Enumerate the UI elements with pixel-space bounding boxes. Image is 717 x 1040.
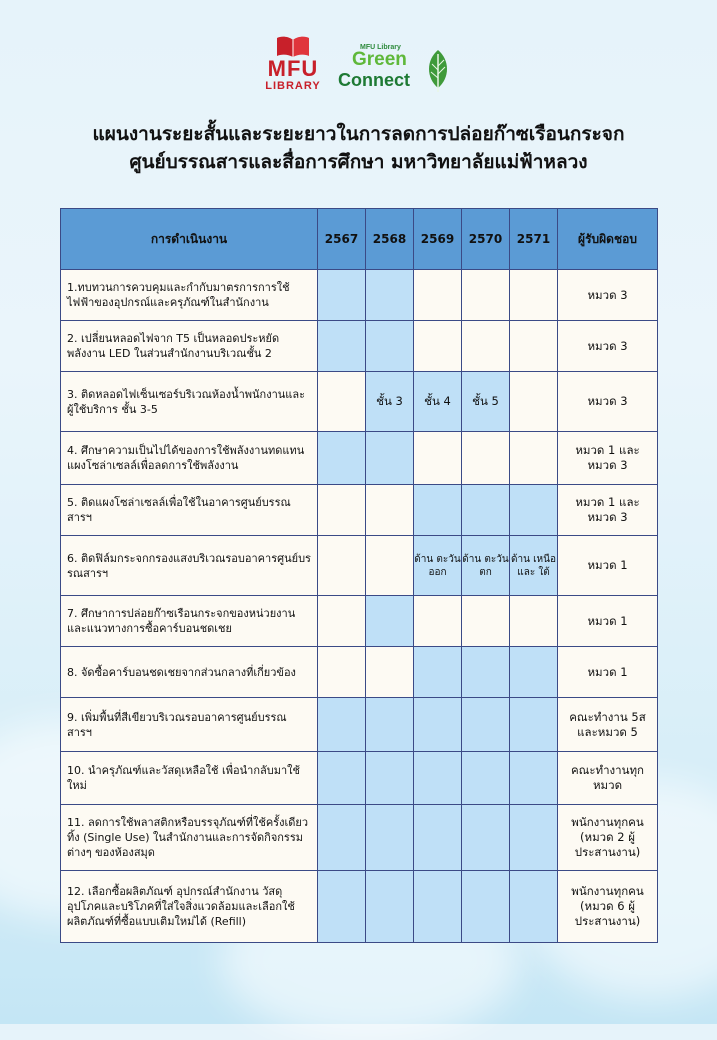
- mfu-library-logo: [262, 36, 324, 92]
- table-row: [61, 752, 658, 805]
- year-cell: [414, 647, 462, 698]
- header-year: 2569: [414, 209, 462, 270]
- year-cell: [414, 432, 462, 485]
- action-cell: 5. ติดแผงโซล่าเซลล์เพื่อใช้ในอาคารศูนย์บรรณสารฯ: [61, 485, 318, 536]
- action-cell: 1.ทบทวนการควบคุมและกำกับมาตรการการใช้ไฟฟ้าของอุปกรณ์และครุภัณฑ์ในสำนักงาน: [61, 270, 318, 321]
- table-row: [61, 432, 658, 485]
- mfu-logo-text: MFU: [267, 56, 319, 81]
- year-cell: [414, 805, 462, 871]
- year-cell: [510, 270, 558, 321]
- action-cell: 6. ติดฟิล์มกระจกกรองแสงบริเวณรอบอาคารศูนย์บรรณสารฯ: [61, 536, 318, 596]
- table-row: [61, 321, 658, 372]
- action-cell: 7. ศึกษาการปล่อยก๊าซเรือนกระจกของหน่วยงานและแนวทางการซื้อคาร์บอนชดเชย: [61, 596, 318, 647]
- year-cell: [414, 698, 462, 752]
- responsible-cell: หมวด 1: [558, 596, 658, 647]
- year-cell: ชั้น 3: [366, 372, 414, 432]
- year-cell: [462, 270, 510, 321]
- year-cell: [510, 752, 558, 805]
- year-cell: [462, 321, 510, 372]
- year-cell: [366, 871, 414, 943]
- year-cell: [366, 321, 414, 372]
- year-cell: [414, 485, 462, 536]
- year-cell: [366, 536, 414, 596]
- green-text: Green: [352, 49, 407, 70]
- responsible-cell: หมวด 1 และหมวด 3: [558, 485, 658, 536]
- header-action: การดำเนินงาน: [61, 209, 318, 270]
- year-cell: ด้าน ตะวัน ออก: [414, 536, 462, 596]
- page-title: [0, 120, 717, 176]
- year-cell: [366, 752, 414, 805]
- responsible-cell: พนักงานทุกคน (หมวด 2 ผู้ประสานงาน): [558, 805, 658, 871]
- year-cell: [318, 647, 366, 698]
- header-year: 2568: [366, 209, 414, 270]
- action-cell: 10. นำครุภัณฑ์และวัสดุเหลือใช้ เพื่อนำกลับมาใช้ใหม่: [61, 752, 318, 805]
- action-cell: 2. เปลี่ยนหลอดไฟจาก T5 เป็นหลอดประหยัดพลังงาน LED ในส่วนสำนักงานบริเวณชั้น 2: [61, 321, 318, 372]
- responsible-cell: หมวด 3: [558, 372, 658, 432]
- year-cell: [318, 596, 366, 647]
- year-cell: [510, 372, 558, 432]
- year-cell: ด้าน ตะวันตก: [462, 536, 510, 596]
- year-cell: [462, 871, 510, 943]
- action-cell: 4. ศึกษาความเป็นไปได้ของการใช้พลังงานทดแทน แผงโซล่าเซลล์เพื่อลดการใช้พลังงาน: [61, 432, 318, 485]
- year-cell: [318, 752, 366, 805]
- year-cell: [366, 805, 414, 871]
- year-cell: ชั้น 4: [414, 372, 462, 432]
- header-year: 2571: [510, 209, 558, 270]
- year-cell: [414, 596, 462, 647]
- responsible-cell: หมวด 1 และหมวด 3: [558, 432, 658, 485]
- title-line-2: ศูนย์บรรณสารและสื่อการศึกษา มหาวิทยาลัยแม่ฟ้าหลวง: [129, 151, 588, 173]
- responsible-cell: หมวด 1: [558, 536, 658, 596]
- year-cell: [414, 752, 462, 805]
- table-row: [61, 536, 658, 596]
- year-cell: [366, 647, 414, 698]
- responsible-cell: คณะทำงาน 5ส และหมวด 5: [558, 698, 658, 752]
- year-cell: [318, 432, 366, 485]
- year-cell: [366, 596, 414, 647]
- year-cell: ด้าน เหนือและ ใต้: [510, 536, 558, 596]
- table-row: [61, 647, 658, 698]
- year-cell: [318, 321, 366, 372]
- header-year: 2567: [318, 209, 366, 270]
- table-row: [61, 485, 658, 536]
- year-cell: [462, 752, 510, 805]
- year-cell: [510, 321, 558, 372]
- year-cell: [318, 536, 366, 596]
- year-cell: [510, 596, 558, 647]
- responsible-cell: คณะทำงานทุกหมวด: [558, 752, 658, 805]
- year-cell: [318, 805, 366, 871]
- action-cell: 11. ลดการใช้พลาสติกหรือบรรจุภัณฑ์ที่ใช้ครั้งเดียวทิ้ง (Single Use) ในสำนักงานและการจัดกิจกรรมต่างๆ ของห้องสมุด: [61, 805, 318, 871]
- logo-bar: [0, 36, 717, 106]
- year-cell: [318, 871, 366, 943]
- year-cell: [366, 270, 414, 321]
- year-cell: [462, 485, 510, 536]
- title-line-1: แผนงานระยะสั้นและระยะยาวในการลดการปล่อยก๊าซเรือนกระจก: [92, 123, 625, 145]
- year-cell: [318, 270, 366, 321]
- responsible-cell: หมวด 1: [558, 647, 658, 698]
- leaf-icon: [424, 48, 452, 98]
- year-cell: ชั้น 5: [462, 372, 510, 432]
- year-cell: [462, 698, 510, 752]
- year-cell: [510, 432, 558, 485]
- year-cell: [414, 871, 462, 943]
- connect-text: Connect: [338, 70, 410, 90]
- year-cell: [462, 432, 510, 485]
- green-connect-logo: [336, 44, 456, 104]
- year-cell: [414, 270, 462, 321]
- action-cell: 12. เลือกซื้อผลิตภัณฑ์ อุปกรณ์สำนักงาน วัสดุอุปโภคและบริโภคที่ใส่ใจสิ่งแวดล้อมและเลือกใช้ผลิตภัณฑ์ที่ซื้อแบบเติมใหม่ได้ (Refill): [61, 871, 318, 943]
- table-row: [61, 372, 658, 432]
- year-cell: [510, 871, 558, 943]
- year-cell: [510, 647, 558, 698]
- year-cell: [318, 372, 366, 432]
- header-year: 2570: [462, 209, 510, 270]
- header-responsible: ผู้รับผิดชอบ: [558, 209, 658, 270]
- year-cell: [414, 321, 462, 372]
- year-cell: [318, 485, 366, 536]
- action-cell: 8. จัดซื้อคาร์บอนชดเชยจากส่วนกลางที่เกี่ยวข้อง: [61, 647, 318, 698]
- year-cell: [510, 485, 558, 536]
- year-cell: [462, 805, 510, 871]
- table-row: [61, 270, 658, 321]
- year-cell: [510, 698, 558, 752]
- year-cell: [510, 805, 558, 871]
- table-row: [61, 596, 658, 647]
- library-logo-text: LIBRARY: [265, 80, 321, 92]
- responsible-cell: หมวด 3: [558, 270, 658, 321]
- green-connect-small-text: MFU Library: [360, 44, 401, 51]
- table-row: [61, 805, 658, 871]
- action-cell: 3. ติดหลอดไฟเซ็นเซอร์บริเวณห้องน้ำพนักงานและผู้ใช้บริการ ชั้น 3-5: [61, 372, 318, 432]
- action-cell: 9. เพิ่มพื้นที่สีเขียวบริเวณรอบอาคารศูนย์บรรณสารฯ: [61, 698, 318, 752]
- responsible-cell: พนักงานทุกคน (หมวด 6 ผู้ประสานงาน): [558, 871, 658, 943]
- year-cell: [318, 698, 366, 752]
- year-cell: [366, 432, 414, 485]
- year-cell: [366, 698, 414, 752]
- responsible-cell: หมวด 3: [558, 321, 658, 372]
- year-cell: [366, 485, 414, 536]
- table-row: [61, 698, 658, 752]
- book-icon: [276, 36, 310, 58]
- plan-table: [60, 208, 658, 943]
- table-header-row: [61, 209, 658, 270]
- year-cell: [462, 647, 510, 698]
- year-cell: [462, 596, 510, 647]
- table-row: [61, 871, 658, 943]
